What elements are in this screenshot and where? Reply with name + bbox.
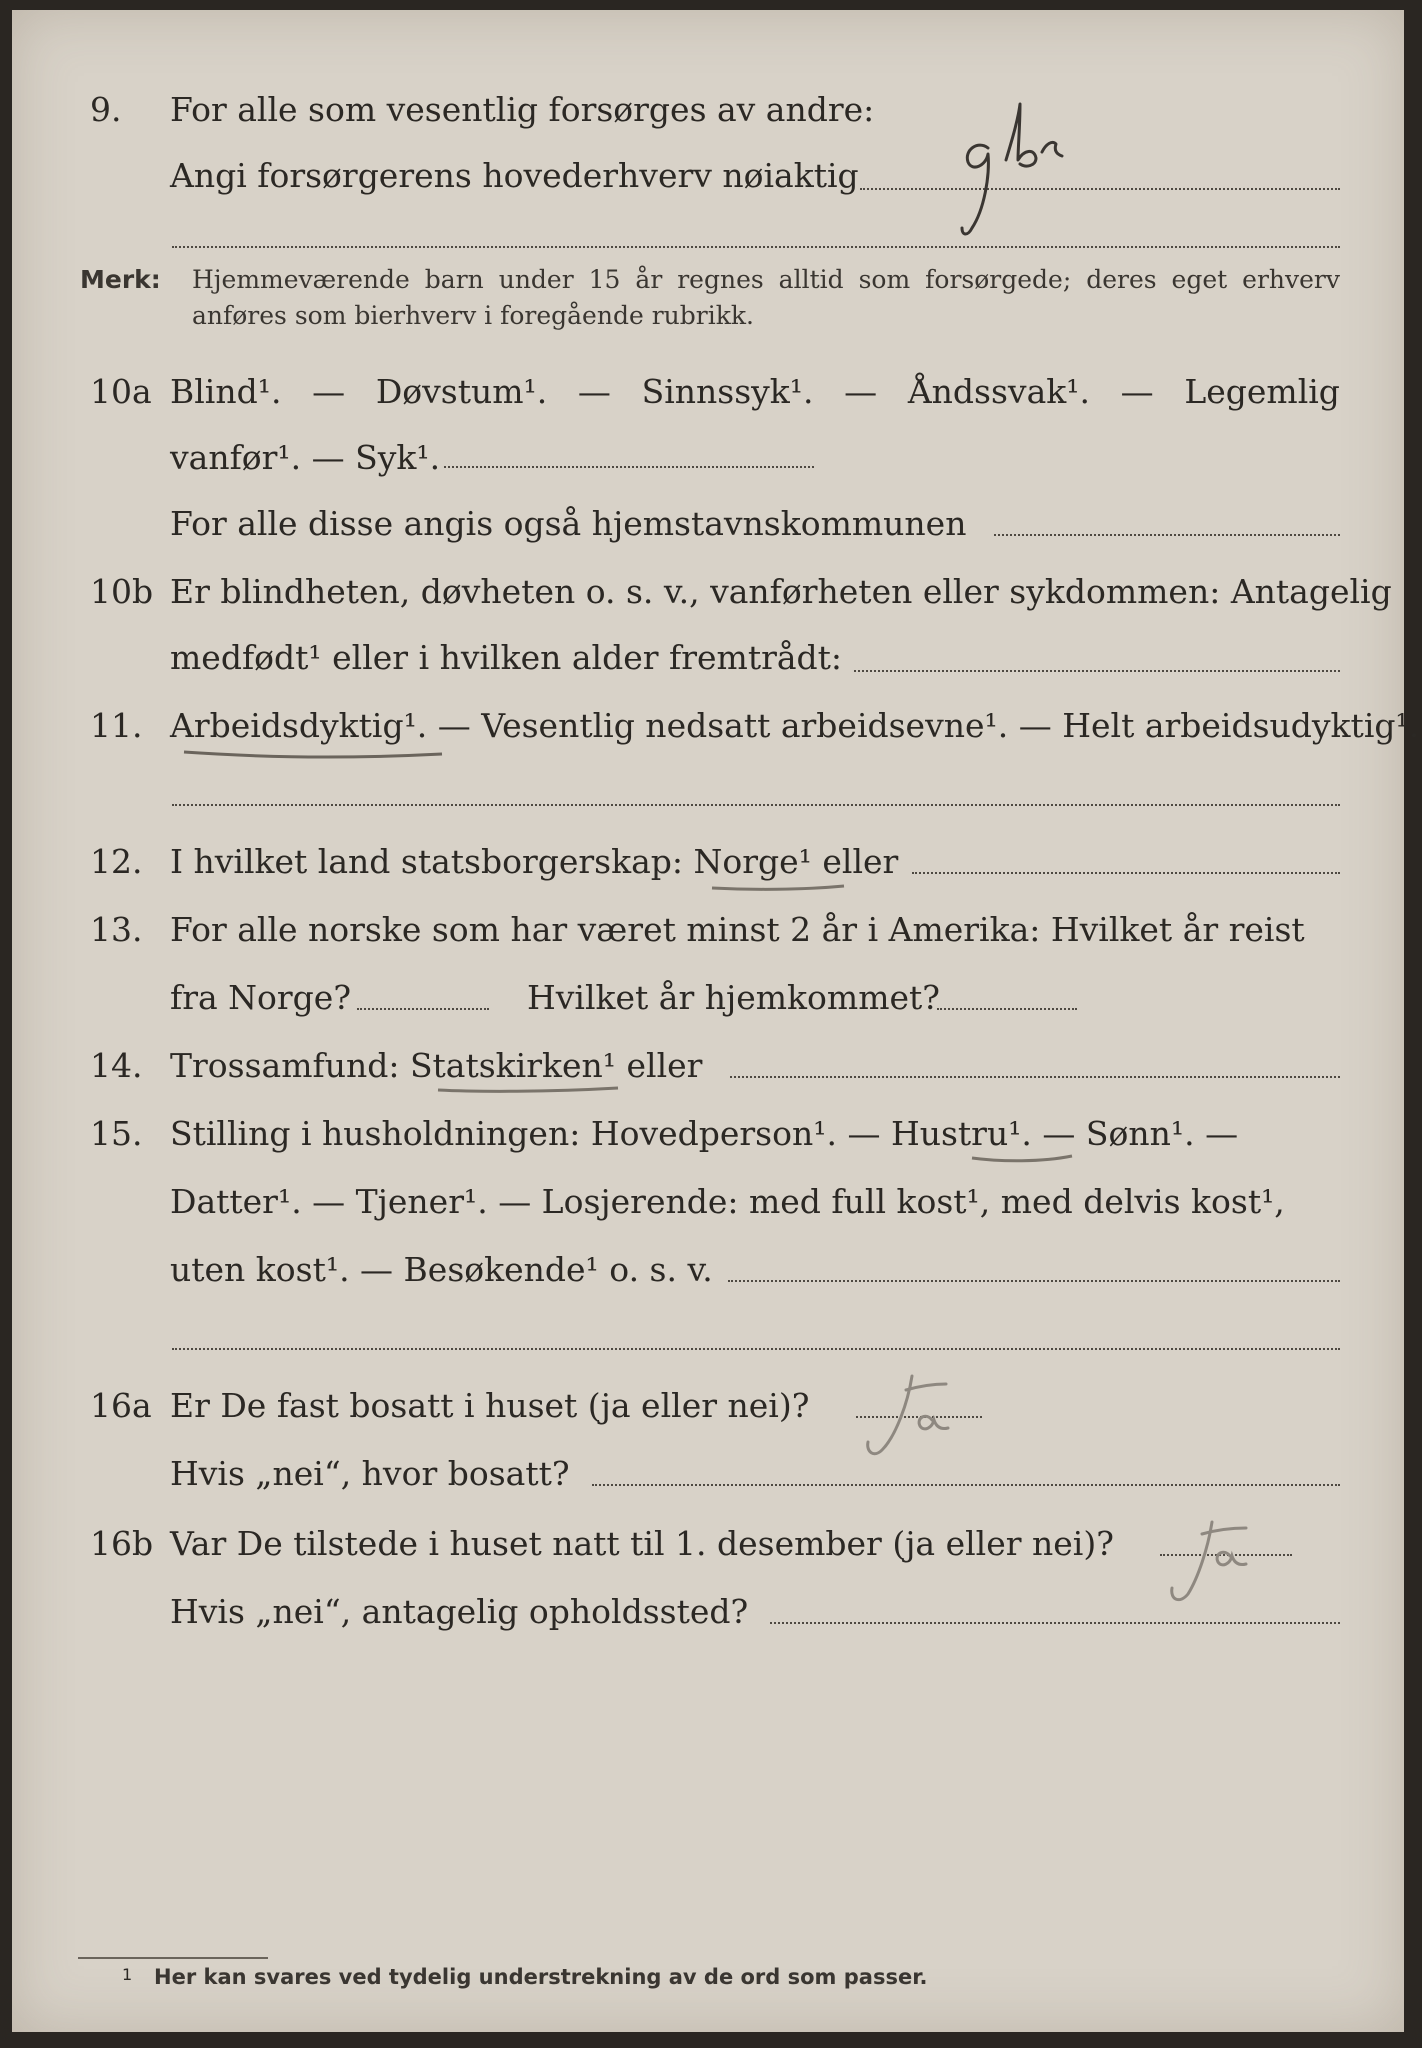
q9-question-line2: Angi forsørgerens hovederhverv nøiaktig <box>170 156 859 195</box>
q9-row-2 <box>12 146 1404 206</box>
q16b-number: 16b <box>90 1524 154 1563</box>
q12-row <box>12 832 1404 892</box>
q16a-number: 16a <box>90 1386 152 1425</box>
q10a-number: 10a <box>90 372 152 411</box>
q10b-number: 10b <box>90 572 154 611</box>
q12-question: I hvilket land statsborgerskap: Norge¹ eller <box>170 842 899 881</box>
footnote-rule <box>78 1957 268 1959</box>
q11-row <box>12 696 1420 756</box>
q10a-row-1 <box>12 362 1404 422</box>
footnote-text: Her kan svares ved tydelig understrekning av de ord som passer. <box>154 1965 928 1989</box>
option-dovstum[interactable]: Døvstum¹. <box>375 372 548 411</box>
q14-answer-line[interactable] <box>730 1076 1340 1078</box>
q13-number: 13. <box>90 910 143 949</box>
option-legemlig[interactable]: Legemlig <box>1184 372 1340 411</box>
q15-question: Stilling i husholdningen: Hovedperson¹. — Hustru¹. — Sønn¹. — <box>170 1114 1239 1153</box>
q14-number: 14. <box>90 1046 143 1085</box>
merk-note: Hjemmeværende barn under 15 år regnes alltid som forsørgede; deres eget erhverv anføres som bierhverv i foregående rubrikk. <box>192 265 1340 330</box>
q15-row-2 <box>12 1172 1404 1232</box>
q16a-row-2 <box>12 1444 1404 1504</box>
q16b-answer-line[interactable] <box>1160 1554 1292 1556</box>
q10a-options <box>170 362 1340 422</box>
q10b-answer-line[interactable] <box>854 670 1340 672</box>
q10a-line3: For alle disse angis også hjemstavnskommunen <box>170 504 967 543</box>
q10a-hjemstavn-answer-line[interactable] <box>994 534 1340 536</box>
q13-hjemkommet-answer-line[interactable] <box>937 1008 1077 1010</box>
q10b-row-2 <box>12 628 1404 688</box>
q10a-line2: vanfør¹. — Syk¹. <box>170 438 441 477</box>
q16b-row-2 <box>12 1582 1404 1642</box>
q16a-question: Er De fast bosatt i huset (ja eller nei)? <box>170 1386 810 1425</box>
q9-answer-line[interactable] <box>860 188 1340 190</box>
q14-row <box>12 1036 1404 1096</box>
option-andssvak[interactable]: Åndssvak¹. <box>907 372 1090 411</box>
q15-answer-line[interactable] <box>728 1280 1340 1282</box>
q9-question: For alle som vesentlig forsørges av andre: <box>170 90 875 129</box>
q11-answer-line[interactable] <box>172 804 1340 806</box>
q9-number: 9. <box>90 90 122 129</box>
q15-row-1 <box>12 1104 1404 1164</box>
q14-question: Trossamfund: Statskirken¹ eller <box>170 1046 703 1085</box>
q9-row-1 <box>12 80 1404 140</box>
q12-number: 12. <box>90 842 143 881</box>
q15-line3: uten kost¹. — Besøkende¹ o. s. v. <box>170 1250 713 1289</box>
q16a-line2: Hvis „nei“, hvor bosatt? <box>170 1454 570 1493</box>
q15-number: 15. <box>90 1114 143 1153</box>
dash: — <box>577 372 611 411</box>
q16b-line2: Hvis „nei“, antagelig opholdssted? <box>170 1592 749 1631</box>
q13-row-1 <box>12 900 1404 960</box>
q16a-row-1 <box>12 1376 1404 1436</box>
q16b-row-1 <box>12 1514 1404 1574</box>
dash: — <box>844 372 878 411</box>
q16b-opholdssted-answer-line[interactable] <box>770 1622 1340 1624</box>
q15-line2: Datter¹. — Tjener¹. — Losjerende: med full kost¹, med delvis kost¹, <box>170 1182 1285 1221</box>
q16b-question: Var De tilstede i huset natt til 1. desember (ja eller nei)? <box>170 1524 1114 1563</box>
q13-line2b: Hvilket år hjemkommet? <box>527 978 940 1017</box>
option-blind[interactable]: Blind¹. <box>170 372 282 411</box>
q15-row-3 <box>12 1240 1404 1300</box>
census-form-page <box>12 10 1420 2032</box>
q15-extra-answer-line[interactable] <box>172 1348 1340 1350</box>
q10b-row-1 <box>12 562 1404 622</box>
q13-row-2 <box>12 968 1404 1028</box>
merk-label: Merk: <box>80 265 161 294</box>
q10b-question: Er blindheten, døvheten o. s. v., vanførheten eller sykdommen: Antagelig <box>170 572 1392 611</box>
q16a-answer-line[interactable] <box>856 1416 982 1418</box>
q10a-syk-answer-line[interactable] <box>444 466 814 468</box>
q13-question: For alle norske som har været minst 2 år i Amerika: Hvilket år reist <box>170 910 1305 949</box>
q13-line2a: fra Norge? <box>170 978 352 1017</box>
q12-answer-line[interactable] <box>912 872 1340 874</box>
q16a-bosatt-answer-line[interactable] <box>592 1484 1340 1486</box>
footnote-mark: 1 <box>122 1965 133 1984</box>
q10a-row-2 <box>12 428 1404 488</box>
q10a-row-3 <box>12 494 1404 554</box>
option-sinnssyk[interactable]: Sinnssyk¹. <box>641 372 814 411</box>
q11-number: 11. <box>90 706 143 745</box>
dash: — <box>312 372 346 411</box>
q13-reist-answer-line[interactable] <box>357 1008 489 1010</box>
q11-question: Arbeidsdyktig¹. — Vesentlig nedsatt arbeidsevne¹. — Helt arbeidsudyktig¹. <box>170 706 1420 745</box>
dash: — <box>1120 372 1154 411</box>
q10b-line2: medfødt¹ eller i hvilken alder fremtrådt: <box>170 638 843 677</box>
q9-extra-answer-line[interactable] <box>172 246 1340 248</box>
